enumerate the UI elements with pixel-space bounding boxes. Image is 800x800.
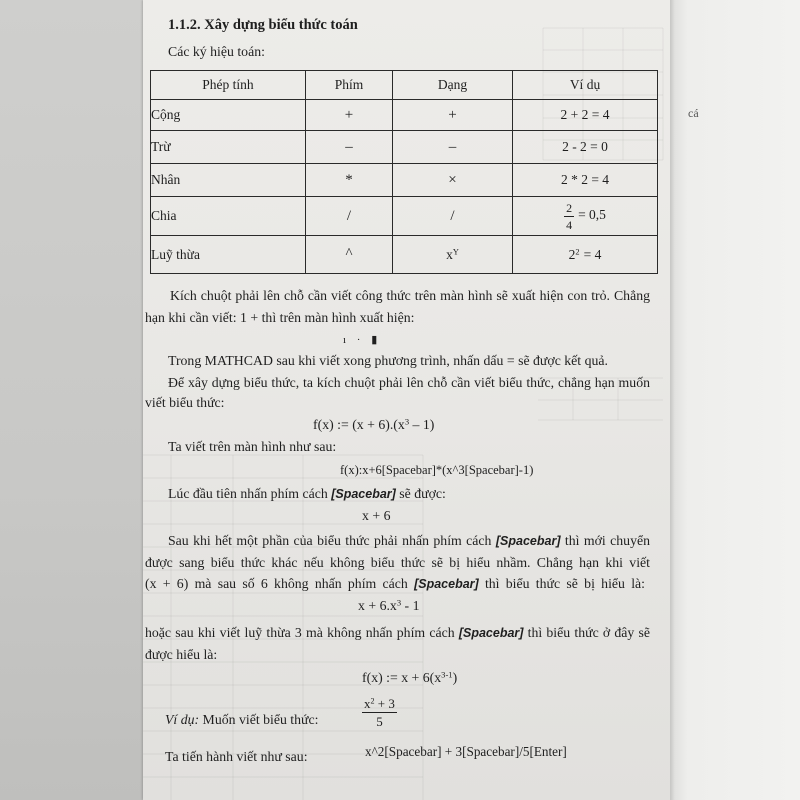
spacebar-key-label: [Spacebar]: [495, 534, 561, 548]
paragraph-line: Để xây dựng biểu thức, ta kích chuột phải lên chỗ cần viết biểu thức, chẳng hạn muốn: [168, 375, 650, 390]
line-text: Sau khi hết một phần của biểu thức phải nhấn phím cách: [168, 533, 496, 548]
section-heading: 1.1.2. Xây dựng biểu thức toán: [168, 17, 358, 33]
line-text: hoặc sau khi viết luỹ thừa 3 mà không nhấn phím cách: [145, 625, 459, 640]
example-fraction: [362, 697, 397, 728]
fraction-numerator: 2: [566, 200, 573, 215]
formula-part: x + 6.x: [358, 598, 397, 613]
line-text: (x + 6) mà sau số 6 không nhấn phím cách: [145, 576, 415, 591]
paragraph-line: được sang biểu thức khác nếu không biểu thức sẽ bị hiểu nhầm. Chẳng hạn khi viết: [145, 555, 650, 570]
example-text: Muốn viết biểu thức:: [199, 712, 319, 727]
operation-cell: Cộng: [151, 100, 306, 131]
formula-part: - 1: [401, 598, 420, 613]
table-row: [151, 131, 658, 164]
table-intro: Các ký hiệu toán:: [168, 44, 265, 59]
fraction: [362, 697, 397, 728]
fraction-denominator: 5: [376, 714, 383, 729]
paragraph-line: [145, 575, 645, 593]
line-text: thì biểu thức sẽ bị hiểu là:: [478, 576, 645, 591]
paragraph-line: Trong MATHCAD sau khi viết xong phương trình, nhấn dấu = sẽ được kết quả.: [168, 353, 608, 368]
formula-target: [313, 416, 434, 434]
example-result: = 4: [583, 246, 602, 262]
line-text: thì mới chuyển: [560, 533, 650, 548]
table-header-row: [151, 71, 658, 100]
formula-part: f(x) := x + 6(x: [362, 670, 442, 685]
table-row: [151, 236, 658, 274]
key-cell: *: [306, 164, 393, 197]
formula-exponent: 3: [404, 416, 410, 427]
header-key: Phím: [306, 71, 393, 100]
numerator-exponent: 2: [370, 696, 375, 706]
paragraph-line: Kích chuột phải lên chỗ cần viết công thức trên màn hình sẽ xuất hiện con trỏ. Chẳng: [170, 288, 650, 303]
key-cell: /: [306, 197, 393, 236]
example-result: = 0,5: [578, 207, 606, 223]
line-text: thì biểu thức ở đây sẽ: [523, 625, 650, 640]
paragraph-line: viết biểu thức:: [145, 395, 225, 410]
operation-cell: Luỹ thừa: [151, 236, 306, 274]
spacebar-key-label: [Spacebar]: [414, 577, 479, 591]
header-example: Ví dụ: [513, 71, 658, 100]
key-cell: +: [306, 100, 393, 131]
line-text: Lúc đầu tiên nhấn phím cách: [168, 486, 332, 501]
desk-background: [0, 0, 146, 800]
formula-exponent: 3: [396, 597, 402, 608]
math-symbols-table: [150, 70, 658, 274]
header-form: Dạng: [393, 71, 513, 100]
line-text: sẽ được:: [395, 486, 446, 501]
formula-part: ): [452, 670, 458, 685]
example-cell: 2 + 2 = 4: [513, 100, 658, 131]
example-line: [165, 711, 318, 729]
form-cell: –: [393, 131, 513, 164]
form-cell: /: [393, 197, 513, 236]
paragraph-line: Ta viết trên màn hình như sau:: [168, 439, 337, 454]
example-exponent: 2: [575, 246, 580, 256]
numerator-base: x: [364, 696, 371, 711]
typing-sequence: f(x):x+6[Spacebar]*(x^3[Spacebar]-1): [340, 463, 534, 477]
example-label: Ví dụ:: [165, 712, 200, 727]
paragraph-line: được hiểu là:: [145, 647, 218, 662]
formula-part: f(x) := (x + 6).(x: [313, 417, 405, 432]
formula-part: – 1): [409, 417, 435, 432]
cursor-display: ı · ▮: [343, 334, 382, 346]
misread-expression-2: [362, 669, 457, 687]
first-step-result: x + 6: [362, 508, 391, 523]
key-cell: ^: [306, 236, 393, 274]
spacebar-key-label: [Spacebar]: [458, 626, 524, 640]
table-row: [151, 164, 658, 197]
key-cell: –: [306, 131, 393, 164]
spacebar-key-label: [Spacebar]: [331, 487, 396, 501]
fraction-denominator: 4: [566, 217, 573, 232]
paragraph-line: [145, 624, 650, 642]
example-fraction: [564, 202, 574, 231]
paragraph-line: hạn khi cần viết: 1 + thì trên màn hình xuất hiện:: [145, 310, 415, 325]
example-base: 2: [568, 246, 576, 262]
example-cell: 2 * 2 = 4: [513, 164, 658, 197]
formula-exponent: 3-1: [441, 669, 453, 680]
procedure-label: Ta tiến hành viết như sau:: [165, 749, 308, 764]
form-base: x: [446, 246, 453, 262]
operation-cell: Nhân: [151, 164, 306, 197]
form-exponent: Y: [452, 246, 459, 256]
procedure-sequence: x^2[Spacebar] + 3[Spacebar]/5[Enter]: [365, 744, 567, 759]
form-cell: [393, 236, 513, 274]
misread-expression-1: [358, 597, 420, 615]
fraction-numerator: [362, 697, 397, 713]
paragraph-line: [168, 532, 650, 550]
operation-cell: Trừ: [151, 131, 306, 164]
table-row: [151, 197, 658, 236]
operation-cell: Chia: [151, 197, 306, 236]
adjacent-page-text-fragment: cá: [688, 106, 699, 120]
numerator-rest: + 3: [374, 696, 395, 711]
form-cell: +: [393, 100, 513, 131]
header-operation: Phép tính: [151, 71, 306, 100]
example-cell: [513, 236, 658, 274]
paragraph-line: [168, 485, 446, 503]
example-cell: 2 - 2 = 0: [513, 131, 658, 164]
example-cell: [513, 197, 658, 236]
table-row: [151, 100, 658, 131]
form-cell: ×: [393, 164, 513, 197]
